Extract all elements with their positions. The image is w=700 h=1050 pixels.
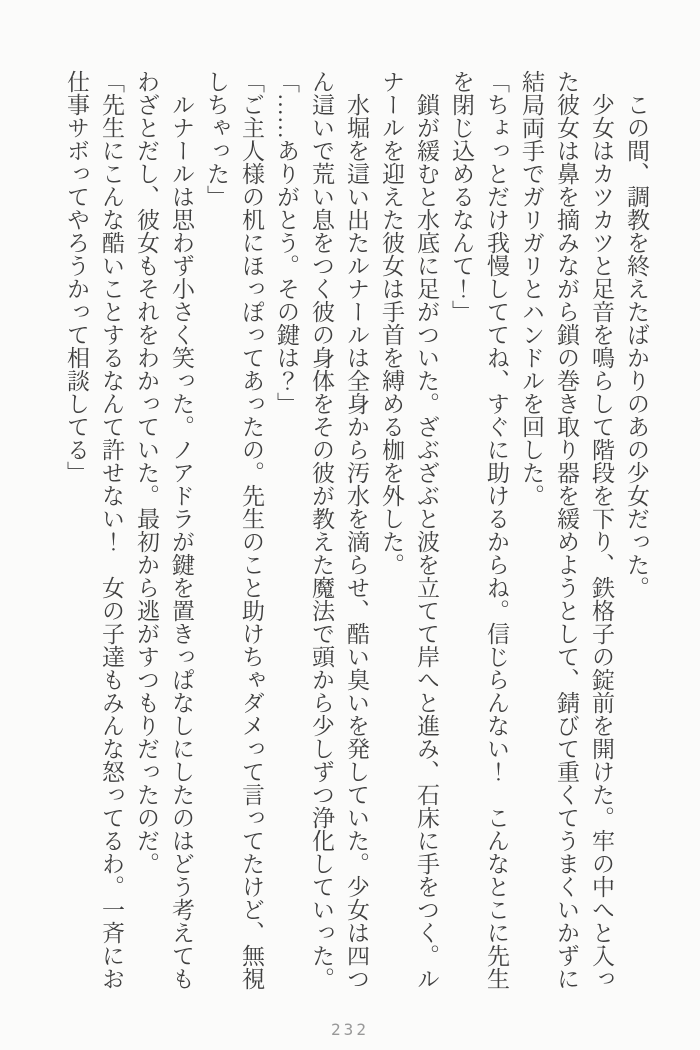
paragraph-9-dialogue: 「先生にこんな酷いことするなんて許せない！ 女の子達もみんな怒ってるわ。一斉にお仕事サボってやろうかって相談してる」 [64,70,124,990]
paragraph-7-dialogue: 「ご主人様の机にほっぽってあったの。先生のこと助けちゃダメって言ってたけど、無視しちゃった」 [204,70,264,990]
paragraph-1: この間、調教を終えたばかりのあの少女だった。 [624,70,649,599]
paragraph-8: ルナールは思わず小さく笑った。ノアドラが鍵を置きっぱなしにしたのはどう考えてもわざとだし、彼女もそれをわかっていた。最初から逃がすつもりだったのだ。 [134,70,194,990]
vertical-text-block [59,70,654,992]
paragraph-6-dialogue: 「……ありがとう。その鍵は？」 [274,70,299,415]
paragraph-3-dialogue: 「ちょっとだけ我慢しててね、すぐに助けるからね。信じらんない！ こんなとこに先生を閉じ込めるなんて！」 [449,70,509,990]
paragraph-5: 水堀を這い出たルナールは全身から汚水を滴らせ、酷い臭いを発していた。少女は四つん這いで荒い息をつく彼の身体をその彼が教えた魔法で頭から少しずつ浄化していった。 [309,70,369,990]
page-number: 232 [331,1020,369,1039]
paragraph-4: 鎖が緩むと水底に足がついた。ざぶざぶと波を立てて岸へと進み、石床に手をつく。ルナールを迎えた彼女は手首を縛める枷を外した。 [379,70,439,990]
paragraph-2: 少女はカツカツと足音を鳴らして階段を下り、鉄格子の錠前を開けた。牢の中へと入った彼女は鼻を摘みながら鎖の巻き取り器を緩めようとして、錆びて重くてうまくいかずに結局両手でガリガリとハンドルを回した。 [519,70,614,990]
